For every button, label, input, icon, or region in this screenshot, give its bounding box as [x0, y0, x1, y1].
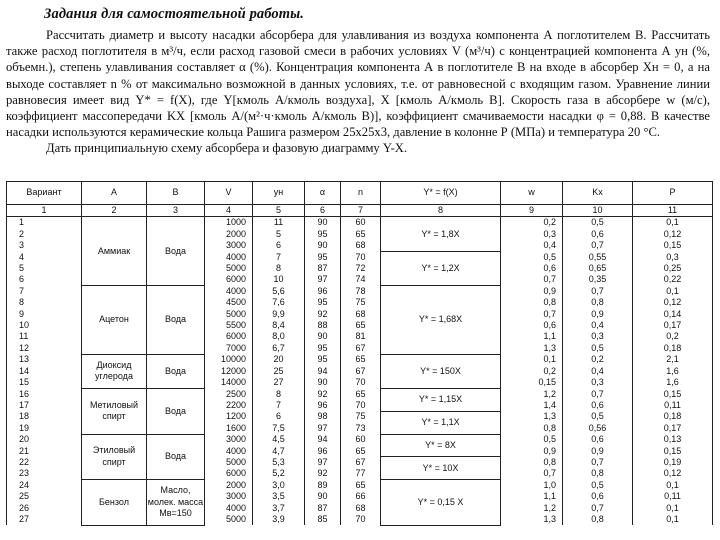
table-body	[7, 205, 713, 526]
pressure-cell: 2,1	[633, 354, 713, 365]
mass-transfer-cell: 0,5	[563, 411, 633, 422]
alpha-cell: 96	[305, 400, 341, 411]
pressure-cell: 0,2	[633, 331, 713, 342]
concentration-cell: 4,7	[253, 446, 305, 457]
gas-flow-cell: 2000	[205, 480, 253, 491]
index-cell: 9	[501, 205, 563, 217]
header-gas-velocity: w	[501, 182, 563, 205]
alpha-cell: 92	[305, 468, 341, 479]
equilibrium-cell: Y* = 8X	[381, 434, 501, 457]
gas-flow-cell: 7000	[205, 343, 253, 354]
gas-flow-cell: 12000	[205, 366, 253, 377]
concentration-cell: 20	[253, 354, 305, 365]
variant-cell: 13	[7, 354, 82, 365]
velocity-cell: 1,3	[501, 411, 563, 422]
header-absorbent-b: В	[147, 182, 205, 205]
header-pressure: P	[633, 182, 713, 205]
absorbent-b-cell: Вода	[147, 286, 205, 354]
pressure-cell: 0,1	[633, 286, 713, 297]
gas-flow-cell: 5000	[205, 263, 253, 274]
index-cell: 11	[633, 205, 713, 217]
table-row	[7, 354, 713, 365]
index-cell: 7	[341, 205, 381, 217]
alpha-cell: 95	[305, 297, 341, 308]
velocity-cell: 1,2	[501, 389, 563, 400]
equilibrium-cell: Y* = 1,15X	[381, 389, 501, 412]
index-cell: 1	[7, 205, 82, 217]
pressure-cell: 0,25	[633, 263, 713, 274]
gas-flow-cell: 6000	[205, 331, 253, 342]
velocity-cell: 1,2	[501, 503, 563, 514]
alpha-cell: 89	[305, 480, 341, 491]
mass-transfer-cell: 0,8	[563, 468, 633, 479]
concentration-cell: 4,5	[253, 434, 305, 445]
n-cell: 65	[341, 446, 381, 457]
variants-table	[6, 181, 713, 526]
velocity-cell: 0,8	[501, 423, 563, 434]
velocity-cell: 0,2	[501, 366, 563, 377]
gas-flow-cell: 3000	[205, 434, 253, 445]
component-a-cell: Бензол	[82, 480, 147, 526]
alpha-cell: 85	[305, 514, 341, 525]
concentration-cell: 5,3	[253, 457, 305, 468]
velocity-cell: 0,5	[501, 252, 563, 263]
velocity-cell: 0,4	[501, 240, 563, 251]
variant-cell: 27	[7, 514, 82, 525]
gas-flow-cell: 5000	[205, 457, 253, 468]
gas-flow-cell: 5000	[205, 309, 253, 320]
mass-transfer-cell: 0,65	[563, 263, 633, 274]
alpha-cell: 96	[305, 446, 341, 457]
pressure-cell: 0,19	[633, 457, 713, 468]
mass-transfer-cell: 0,7	[563, 240, 633, 251]
index-cell: 6	[305, 205, 341, 217]
alpha-cell: 87	[305, 503, 341, 514]
n-cell: 65	[341, 229, 381, 240]
variant-cell: 20	[7, 434, 82, 445]
page-title: Задания для самостоятельной работы.	[44, 6, 305, 22]
n-cell: 70	[341, 252, 381, 263]
pressure-cell: 0,1	[633, 514, 713, 525]
n-cell: 68	[341, 503, 381, 514]
absorbent-b-cell: Вода	[147, 389, 205, 435]
mass-transfer-cell: 0,6	[563, 400, 633, 411]
variant-cell: 14	[7, 366, 82, 377]
pressure-cell: 0,17	[633, 320, 713, 331]
component-a-cell: Аммиак	[82, 217, 147, 286]
n-cell: 74	[341, 274, 381, 285]
variant-cell: 1	[7, 217, 82, 229]
n-cell: 70	[341, 514, 381, 525]
variant-cell: 17	[7, 400, 82, 411]
gas-flow-cell: 1200	[205, 411, 253, 422]
velocity-cell: 1,3	[501, 514, 563, 525]
n-cell: 60	[341, 434, 381, 445]
velocity-cell: 1,1	[501, 491, 563, 502]
header-mass-transfer: Kx	[563, 182, 633, 205]
alpha-cell: 98	[305, 411, 341, 422]
alpha-cell: 87	[305, 263, 341, 274]
n-cell: 60	[341, 217, 381, 229]
mass-transfer-cell: 0,35	[563, 274, 633, 285]
equilibrium-cell: Y* = 1,68X	[381, 286, 501, 354]
header-equilibrium: Y* = f(X)	[381, 182, 501, 205]
task-text	[6, 27, 710, 157]
gas-flow-cell: 2000	[205, 229, 253, 240]
velocity-cell: 1,1	[501, 331, 563, 342]
pressure-cell: 0,15	[633, 446, 713, 457]
concentration-cell: 10	[253, 274, 305, 285]
variant-cell: 2	[7, 229, 82, 240]
concentration-cell: 8	[253, 389, 305, 400]
variant-cell: 8	[7, 297, 82, 308]
mass-transfer-cell: 0,8	[563, 514, 633, 525]
n-cell: 65	[341, 389, 381, 400]
velocity-cell: 0,7	[501, 309, 563, 320]
gas-flow-cell: 1000	[205, 217, 253, 229]
pressure-cell: 0,1	[633, 217, 713, 229]
alpha-cell: 92	[305, 389, 341, 400]
pressure-cell: 0,13	[633, 434, 713, 445]
mass-transfer-cell: 0,4	[563, 366, 633, 377]
mass-transfer-cell: 0,6	[563, 491, 633, 502]
variant-cell: 5	[7, 263, 82, 274]
mass-transfer-cell: 0,7	[563, 503, 633, 514]
n-cell: 67	[341, 457, 381, 468]
table-index-row	[7, 205, 713, 217]
mass-transfer-cell: 0,3	[563, 377, 633, 388]
n-cell: 68	[341, 309, 381, 320]
alpha-cell: 96	[305, 286, 341, 297]
velocity-cell: 0,5	[501, 434, 563, 445]
velocity-cell: 1,3	[501, 343, 563, 354]
mass-transfer-cell: 0,2	[563, 354, 633, 365]
component-a-cell: Ацетон	[82, 286, 147, 354]
gas-flow-cell: 6000	[205, 468, 253, 479]
variant-cell: 3	[7, 240, 82, 251]
gas-flow-cell: 5500	[205, 320, 253, 331]
velocity-cell: 0,7	[501, 274, 563, 285]
table-row	[7, 434, 713, 445]
index-cell: 3	[147, 205, 205, 217]
gas-flow-cell: 10000	[205, 354, 253, 365]
alpha-cell: 90	[305, 491, 341, 502]
alpha-cell: 95	[305, 343, 341, 354]
alpha-cell: 97	[305, 274, 341, 285]
mass-transfer-cell: 0,7	[563, 389, 633, 400]
alpha-cell: 90	[305, 331, 341, 342]
n-cell: 70	[341, 400, 381, 411]
pressure-cell: 0,12	[633, 468, 713, 479]
variant-cell: 9	[7, 309, 82, 320]
table-header-row	[7, 182, 713, 205]
pressure-cell: 0,1	[633, 480, 713, 491]
concentration-cell: 8,4	[253, 320, 305, 331]
velocity-cell: 0,9	[501, 446, 563, 457]
pressure-cell: 0,22	[633, 274, 713, 285]
mass-transfer-cell: 0,7	[563, 457, 633, 468]
alpha-cell: 90	[305, 217, 341, 229]
mass-transfer-cell: 0,5	[563, 480, 633, 491]
index-cell: 5	[253, 205, 305, 217]
velocity-cell: 0,7	[501, 468, 563, 479]
variant-cell: 7	[7, 286, 82, 297]
velocity-cell: 0,9	[501, 286, 563, 297]
pressure-cell: 0,1	[633, 503, 713, 514]
pressure-cell: 0,18	[633, 343, 713, 354]
alpha-cell: 97	[305, 423, 341, 434]
variant-cell: 22	[7, 457, 82, 468]
pressure-cell: 0,18	[633, 411, 713, 422]
variant-cell: 18	[7, 411, 82, 422]
variant-cell: 6	[7, 274, 82, 285]
mass-transfer-cell: 0,9	[563, 309, 633, 320]
velocity-cell: 0,8	[501, 457, 563, 468]
concentration-cell: 8,0	[253, 331, 305, 342]
alpha-cell: 92	[305, 309, 341, 320]
alpha-cell: 94	[305, 434, 341, 445]
velocity-cell: 0,8	[501, 297, 563, 308]
variant-cell: 15	[7, 377, 82, 388]
pressure-cell: 0,3	[633, 252, 713, 263]
velocity-cell: 0,15	[501, 377, 563, 388]
variant-cell: 4	[7, 252, 82, 263]
alpha-cell: 90	[305, 377, 341, 388]
pressure-cell: 0,15	[633, 240, 713, 251]
component-a-cell: Метиловый спирт	[82, 389, 147, 435]
velocity-cell: 0,6	[501, 320, 563, 331]
absorbent-b-cell: Вода	[147, 217, 205, 286]
mass-transfer-cell: 0,8	[563, 297, 633, 308]
gas-flow-cell: 5000	[205, 514, 253, 525]
variant-cell: 16	[7, 389, 82, 400]
variant-cell: 25	[7, 491, 82, 502]
equilibrium-cell: Y* = 1,1X	[381, 411, 501, 434]
n-cell: 65	[341, 320, 381, 331]
pressure-cell: 0,12	[633, 297, 713, 308]
mass-transfer-cell: 0,7	[563, 286, 633, 297]
table-row	[7, 286, 713, 297]
n-cell: 68	[341, 240, 381, 251]
gas-flow-cell: 2500	[205, 389, 253, 400]
absorbent-b-cell: Вода	[147, 354, 205, 388]
alpha-cell: 95	[305, 354, 341, 365]
pressure-cell: 0,15	[633, 389, 713, 400]
velocity-cell: 0,1	[501, 354, 563, 365]
n-cell: 81	[341, 331, 381, 342]
concentration-cell: 11	[253, 217, 305, 229]
header-variant: Вариант	[7, 182, 82, 205]
n-cell: 70	[341, 377, 381, 388]
task-paragraph-diagram: Дать принципиальную схему абсорбера и фазовую диаграмму Y-X.	[46, 141, 408, 156]
absorbent-b-cell: Вода	[147, 434, 205, 480]
gas-flow-cell: 4000	[205, 446, 253, 457]
velocity-cell: 0,6	[501, 263, 563, 274]
variant-cell: 24	[7, 480, 82, 491]
n-cell: 75	[341, 297, 381, 308]
gas-flow-cell: 4000	[205, 252, 253, 263]
concentration-cell: 8	[253, 263, 305, 274]
pressure-cell: 0,11	[633, 400, 713, 411]
equilibrium-cell: Y* = 1,8X	[381, 217, 501, 252]
n-cell: 65	[341, 354, 381, 365]
absorbent-b-cell: Масло, молек. масса Мв=150	[147, 480, 205, 526]
mass-transfer-cell: 0,9	[563, 446, 633, 457]
concentration-cell: 7,6	[253, 297, 305, 308]
gas-flow-cell: 2200	[205, 400, 253, 411]
concentration-cell: 5,2	[253, 468, 305, 479]
header-gas-flow: V	[205, 182, 253, 205]
concentration-cell: 6	[253, 411, 305, 422]
equilibrium-cell: Y* = 0,15 X	[381, 480, 501, 526]
alpha-cell: 90	[305, 240, 341, 251]
velocity-cell: 1,4	[501, 400, 563, 411]
velocity-cell: 1,0	[501, 480, 563, 491]
index-cell: 8	[381, 205, 501, 217]
alpha-cell: 94	[305, 366, 341, 377]
pressure-cell: 1,6	[633, 366, 713, 377]
header-n: n	[341, 182, 381, 205]
concentration-cell: 6	[253, 240, 305, 251]
concentration-cell: 27	[253, 377, 305, 388]
variant-cell: 23	[7, 468, 82, 479]
concentration-cell: 25	[253, 366, 305, 377]
concentration-cell: 3,5	[253, 491, 305, 502]
velocity-cell: 0,3	[501, 229, 563, 240]
velocity-cell: 0,2	[501, 217, 563, 229]
concentration-cell: 7,5	[253, 423, 305, 434]
n-cell: 78	[341, 286, 381, 297]
concentration-cell: 3,9	[253, 514, 305, 525]
equilibrium-cell: Y* = 1,2X	[381, 252, 501, 286]
alpha-cell: 95	[305, 229, 341, 240]
gas-flow-cell: 6000	[205, 274, 253, 285]
gas-flow-cell: 4000	[205, 286, 253, 297]
n-cell: 65	[341, 480, 381, 491]
alpha-cell: 97	[305, 457, 341, 468]
equilibrium-cell: Y* = 10X	[381, 457, 501, 480]
mass-transfer-cell: 0,5	[563, 217, 633, 229]
concentration-cell: 5	[253, 229, 305, 240]
pressure-cell: 0,14	[633, 309, 713, 320]
n-cell: 72	[341, 263, 381, 274]
component-a-cell: Этиловый спирт	[82, 434, 147, 480]
table-row	[7, 217, 713, 229]
header-initial-concentration: yн	[253, 182, 305, 205]
alpha-cell: 88	[305, 320, 341, 331]
concentration-cell: 7	[253, 252, 305, 263]
pressure-cell: 0,11	[633, 491, 713, 502]
concentration-cell: 3,7	[253, 503, 305, 514]
variant-cell: 12	[7, 343, 82, 354]
gas-flow-cell: 4000	[205, 503, 253, 514]
alpha-cell: 95	[305, 252, 341, 263]
n-cell: 67	[341, 366, 381, 377]
equilibrium-cell: Y* = 150X	[381, 354, 501, 388]
pressure-cell: 0,12	[633, 229, 713, 240]
mass-transfer-cell: 0,6	[563, 434, 633, 445]
variant-cell: 19	[7, 423, 82, 434]
concentration-cell: 5,6	[253, 286, 305, 297]
n-cell: 75	[341, 411, 381, 422]
pressure-cell: 0,17	[633, 423, 713, 434]
mass-transfer-cell: 0,56	[563, 423, 633, 434]
gas-flow-cell: 3000	[205, 491, 253, 502]
component-a-cell: Диоксид углерода	[82, 354, 147, 388]
gas-flow-cell: 3000	[205, 240, 253, 251]
concentration-cell: 3,0	[253, 480, 305, 491]
variant-cell: 10	[7, 320, 82, 331]
header-alpha: α	[305, 182, 341, 205]
index-cell: 2	[82, 205, 147, 217]
table-row	[7, 480, 713, 491]
concentration-cell: 6,7	[253, 343, 305, 354]
n-cell: 77	[341, 468, 381, 479]
task-paragraph: Рассчитать диаметр и высоту насадки абсорбера для улавливания из воздуха компонента А поглотителем В. Рассчитать также расход поглотителя в м³/ч, если расход газовой смеси в рабочих условиях V (м³/ч) с концентрацией компонента А yн (%, объемн.), степень улавливания составляет α (%). Концентрация компонента А в поглотителе В на входе в абсорбер Xн = 0, а на выходе составляет n % от максимально возможной в данных условиях, т.е. от равновесной с входящим газом. Уравнение линии равновесия имеет вид Y* = f(X), где Y[кмоль А/кмоль воздуха], X [кмоль А/кмоль В]. Скорость газа в абсорбере w (м/с), коэффициент массопередачи KX [кмоль А/(м²·ч·кмоль А/кмоль В)], коэффициент смачиваемости насадки φ = 0,88. В качестве насадки используются керамические кольца Рашига размером 25х25х3, давление в колонне Р (МПа) и температура 20 °С.	[6, 28, 710, 140]
gas-flow-cell: 4500	[205, 297, 253, 308]
index-cell: 10	[563, 205, 633, 217]
gas-flow-cell: 1600	[205, 423, 253, 434]
index-cell: 4	[205, 205, 253, 217]
n-cell: 73	[341, 423, 381, 434]
n-cell: 66	[341, 491, 381, 502]
header-component-a: А	[82, 182, 147, 205]
n-cell: 67	[341, 343, 381, 354]
variant-cell: 26	[7, 503, 82, 514]
mass-transfer-cell: 0,6	[563, 229, 633, 240]
concentration-cell: 9,9	[253, 309, 305, 320]
mass-transfer-cell: 0,5	[563, 343, 633, 354]
mass-transfer-cell: 0,3	[563, 331, 633, 342]
mass-transfer-cell: 0,55	[563, 252, 633, 263]
concentration-cell: 7	[253, 400, 305, 411]
table-row	[7, 389, 713, 400]
mass-transfer-cell: 0,4	[563, 320, 633, 331]
variant-cell: 21	[7, 446, 82, 457]
gas-flow-cell: 14000	[205, 377, 253, 388]
variant-cell: 11	[7, 331, 82, 342]
pressure-cell: 1,6	[633, 377, 713, 388]
